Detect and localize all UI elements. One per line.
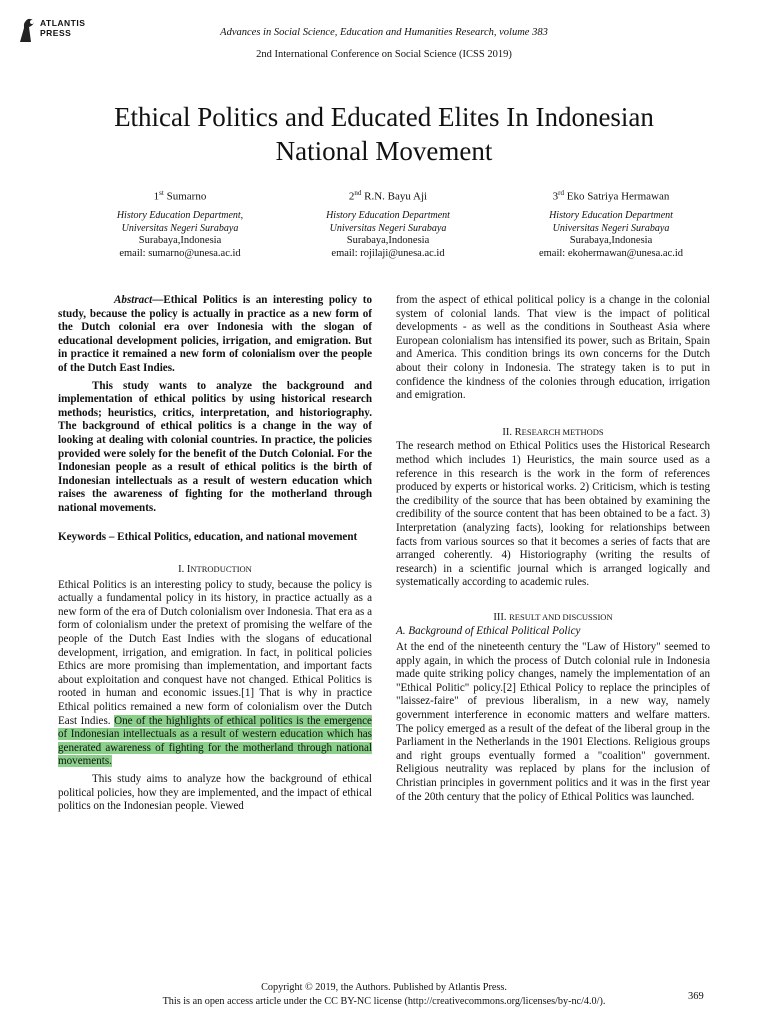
title-line-2: National Movement — [275, 136, 493, 166]
author-city: Surabaya,Indonesia — [569, 235, 653, 247]
author-block-2 — [293, 187, 483, 260]
right-column — [396, 294, 710, 804]
abstract-paragraph-2: This study wants to analyze the background and implementation of ethical politics by using historical research methods; heuristics, critics, interpretation, and historiography. The background of ethical politics is a change in the way of looking at dealing with colonial countries. In practice, the policies provided were solely for the benefit of the Dutch Colonial. For the Indonesian people as a result of ethical politics is the birth of Indonesian intellectuals as a result of western education which raises the awareness of fighting for the motherland through national movements. — [58, 379, 372, 514]
section-heading-methods: II. RESEARCH METHODS — [502, 426, 604, 438]
author-email[interactable]: email: sumarno@unesa.ac.id — [119, 247, 241, 259]
section-heading-introduction: I. INTRODUCTION — [178, 564, 252, 576]
license-line[interactable]: This is an open access article under the CC BY-NC license (http://creativecommons.org/licenses/by-nc/4.0/). — [162, 996, 606, 1007]
page-number: 369 — [688, 991, 704, 1002]
author-block-1 — [85, 187, 275, 260]
author-block-3 — [516, 187, 706, 260]
abstract-label: Abstract — [114, 294, 153, 306]
left-column — [58, 294, 372, 814]
author-university: Universitas Negeri Surabaya — [329, 222, 447, 234]
author-department: History Education Department — [549, 210, 673, 222]
section-heading-results: III. RESULT AND DISCUSSION — [493, 611, 613, 623]
author-name: 1st Sumarno — [153, 189, 207, 203]
abstract-paragraph-1: Abstract—Ethical Politics is an interesting policy to study, because the policy is actually in practice as a new form of the Dutch colonial era over Indonesia with the slogan of educational development policies, irrigation, and emigration. But in practice it remained a new form of colonialism over the people of the Dutch East Indies. — [58, 294, 372, 374]
author-city: Surabaya,Indonesia — [138, 235, 222, 247]
author-university: Universitas Negeri Surabaya — [121, 222, 239, 234]
copyright-line: Copyright © 2019, the Authors. Published by Atlantis Press. — [261, 982, 507, 993]
page-footer — [0, 981, 768, 1009]
title-line-1: Ethical Politics and Educated Elites In Indonesian — [114, 102, 654, 132]
conference-header: 2nd International Conference on Social Science (ICSS 2019) — [256, 49, 512, 60]
keywords: Keywords – Ethical Politics, education, and national movement — [58, 530, 358, 543]
results-paragraph: At the end of the nineteenth century the "Law of History" seemed to apply again, in which the process of Dutch colonial rule in Indonesia made quite striking policy changes, namely the implementation of an "Ethical Politic" policy.[2] Ethical Policy to replace the principles of "laissez-faire" of previous liberalism, in a new way, namely government interference in economic matters and welfare matters. The policy emerged as a result of the defeat of the liberal group in the Parliament in the Netherlands in the 1901 Elections. Religious groups and right groups eventually formed a "coalition" government. Religious neutrality was replaced by plans for the inclusion of Christian principles in government politics and it was in the first year of the 20th century that the policy of Ethical Politics was launched. — [396, 641, 710, 803]
paper-title — [0, 100, 768, 168]
author-email[interactable]: email: rojilaji@unesa.ac.id — [331, 247, 445, 259]
logo-line-1: ATLANTIS — [40, 18, 86, 28]
author-city: Surabaya,Indonesia — [346, 235, 430, 247]
author-name: 2nd R.N. Bayu Aji — [348, 189, 428, 203]
intro-continuation: from the aspect of ethical political policy is a change in the colonial system of colonial lands. That view is the impact of political developments - as well as the conditions in Southeast Asia where European colonialism has intensified its power, such as Britain, Spain and America. This condition brings its own concerns for the Dutch about their colony in Indonesia. The strategy taken is to put in confidence the kindness of the colonies through education, irrigation and emigration. — [396, 294, 710, 402]
journal-header: Advances in Social Science, Education and Humanities Research, volume 383 — [220, 27, 548, 38]
author-name: 3rd Eko Satriya Hermawan — [552, 189, 670, 203]
subsection-heading-a: A. Background of Ethical Political Policy — [396, 625, 581, 638]
author-department: History Education Department — [326, 210, 450, 222]
methods-paragraph: The research method on Ethical Politics uses the Historical Research method which includes 1) Heuristics, the main source used as a reference in this research is the work in the form of references produced by experts or historical works. 2) Criticism, which is testing the credibility of the source that has been obtained by examining the credibility of the source content that has been obtained to be a fact. 3) Interpretation (analyzing facts), looking for relationships between facts from various sources so that it becomes a series of facts that are arranged coherently. 4) Historiography (writing the results of research) in a scientific journal which is arranged logically and systematically according to academic rules. — [396, 440, 710, 589]
logo-line-2: PRESS — [40, 28, 72, 38]
author-university: Universitas Negeri Surabaya — [552, 222, 670, 234]
intro-paragraph-2: This study aims to analyze how the background of ethical political policies, how they are implemented, and the impact of ethical politics on the Indonesian people. Viewed — [58, 773, 372, 813]
author-email[interactable]: email: ekohermawan@unesa.ac.id — [538, 247, 684, 259]
author-department: History Education Department, — [116, 210, 244, 222]
highlighted-text[interactable]: One of the highlights of ethical politics is the emergence of Indonesian intellectuals as a result of western education which has generated awareness of fighting for the motherland through national movements. — [58, 714, 372, 768]
intro-paragraph-1: Ethical Politics is an interesting policy to study, because the policy is actually a fundamental policy in its history, in practice actually as a new form of the era of Dutch colonialism over Indonesia. That era as a form of colonialism under the pretext of promising the welfare of the people of the Dutch East Indies with the slogans of educational development, irrigation, and emigration. In fact, in political policies Ethics are more promising than implementation, and important facts about exploitation and conquest have not changed. Ethical Politics is rooted in human and economic issues.[1] That is why in practice Ethical politics remained a new form of colonialism over the Dutch East Indies. One of the highlights of ethical politics is the emergence of Indonesian intellectuals as a result of western education which has generated awareness of fighting for the motherland through national movements. — [58, 578, 373, 768]
